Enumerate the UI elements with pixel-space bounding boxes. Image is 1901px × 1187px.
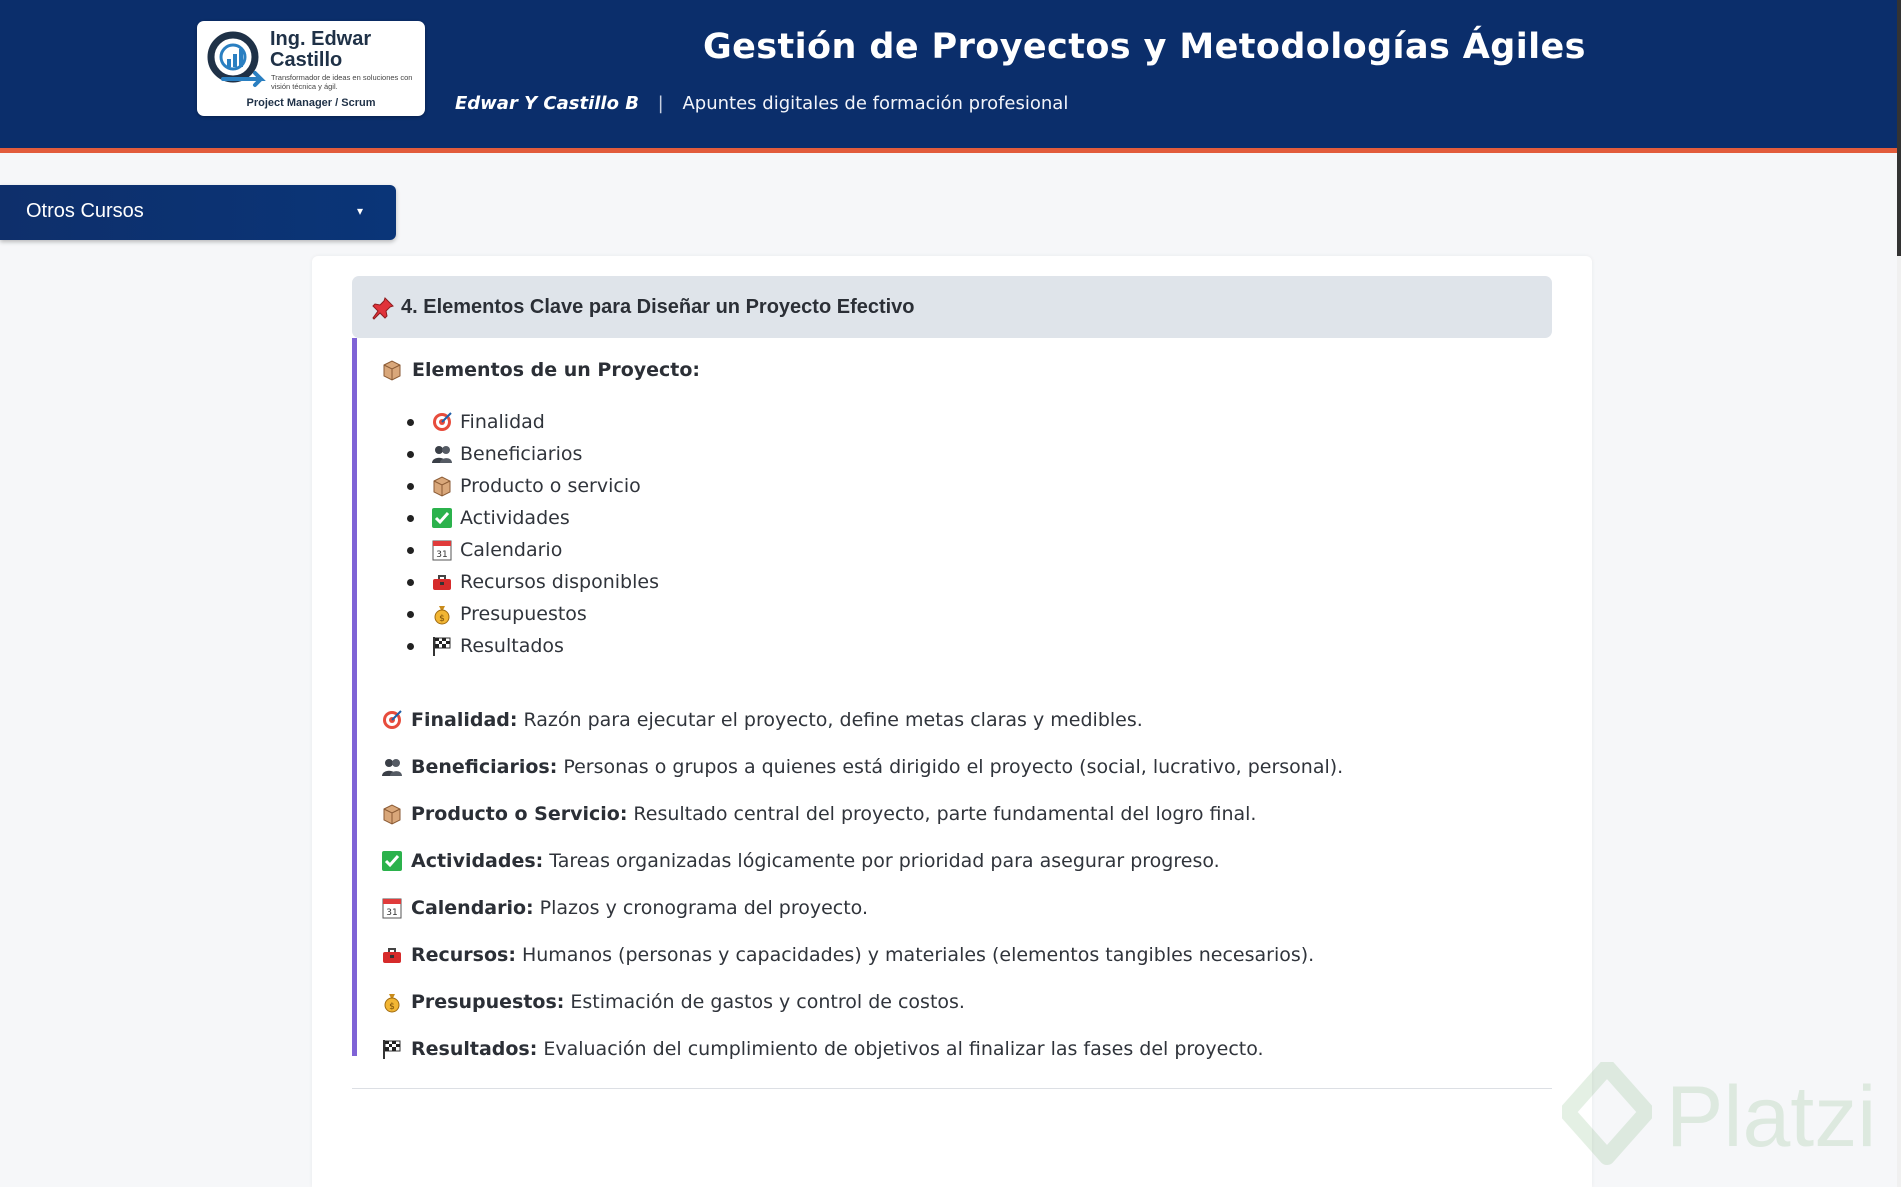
svg-text:$: $ xyxy=(389,1001,395,1012)
people-icon xyxy=(431,443,453,465)
list-item xyxy=(407,630,659,662)
toolbox-icon xyxy=(381,944,403,966)
list-item xyxy=(407,470,659,502)
definition-text: Resultado central del proyecto, parte fundamental del logro final. xyxy=(633,802,1257,825)
definition-term: Actividades: xyxy=(411,849,544,872)
package-icon xyxy=(381,803,403,825)
otros-cursos-dropdown[interactable] xyxy=(0,185,396,240)
definition-row xyxy=(381,1025,1343,1072)
header-tagline: Apuntes digitales de formación profesional xyxy=(682,93,1069,114)
bullet xyxy=(407,419,414,426)
checkered-flag-icon xyxy=(431,635,453,657)
logo-mark-icon xyxy=(203,27,267,91)
svg-text:$: $ xyxy=(439,614,445,624)
people-icon xyxy=(381,756,403,778)
definition-term: Presupuestos: xyxy=(411,990,565,1013)
element-label: Recursos disponibles xyxy=(460,571,659,593)
svg-text:31: 31 xyxy=(436,550,448,560)
element-label: Actividades xyxy=(460,507,570,529)
definition-text: Plazos y cronograma del proyecto. xyxy=(539,896,868,919)
calendar-icon xyxy=(381,897,403,919)
package-icon xyxy=(381,359,403,381)
toolbox-icon xyxy=(431,571,453,593)
list-item xyxy=(407,406,659,438)
page-title: Gestión de Proyectos y Metodologías Ágiles xyxy=(703,27,1586,67)
definition-text: Personas o grupos a quienes está dirigido el proyecto (social, lucrativo, personal). xyxy=(563,755,1344,778)
svg-text:31: 31 xyxy=(386,907,398,918)
bullet xyxy=(407,643,414,650)
definition-row xyxy=(381,743,1343,790)
definition-term: Calendario: xyxy=(411,896,534,919)
author-name: Edwar Y Castillo B xyxy=(455,93,639,114)
definition-row xyxy=(381,790,1343,837)
check-icon xyxy=(381,850,403,872)
list-item xyxy=(407,566,659,598)
definition-term: Recursos: xyxy=(411,943,516,966)
list-item xyxy=(407,598,659,630)
definition-text: Razón para ejecutar el proyecto, define metas claras y medibles. xyxy=(523,708,1143,731)
header-subtitle xyxy=(455,93,1068,114)
calendar-icon xyxy=(431,539,453,561)
pushpin-icon xyxy=(371,296,395,320)
bullet xyxy=(407,547,414,554)
definition-term: Finalidad: xyxy=(411,708,518,731)
chevron-down-icon: ▾ xyxy=(356,204,363,218)
element-label: Presupuestos xyxy=(460,603,587,625)
section-body xyxy=(352,338,1552,1060)
watermark-text: Platzi xyxy=(1666,1068,1877,1165)
definition-row xyxy=(381,931,1343,978)
definition-text: Humanos (personas y capacidades) y materiales (elementos tangibles necesarios). xyxy=(521,943,1315,966)
element-label: Finalidad xyxy=(460,411,545,433)
site-header xyxy=(0,0,1897,153)
content-card xyxy=(312,256,1592,1187)
definition-row xyxy=(381,837,1343,884)
element-label: Resultados xyxy=(460,635,564,657)
bullet xyxy=(407,451,414,458)
money-bag-icon xyxy=(381,991,403,1013)
definition-row xyxy=(381,696,1343,743)
logo[interactable] xyxy=(197,21,425,116)
logo-tagline: Transformador de ideas en soluciones con visión técnica y ágil. xyxy=(271,73,413,91)
logo-name: Ing. Edwar Castillo xyxy=(270,28,372,71)
scrollbar-thumb[interactable] xyxy=(1897,0,1901,256)
elements-subheading xyxy=(381,359,700,381)
section-header[interactable] xyxy=(352,276,1552,338)
platzi-watermark xyxy=(1562,1062,1876,1172)
definition-row xyxy=(381,884,1343,931)
subheading-text: Elementos de un Proyecto: xyxy=(412,359,701,381)
definition-term: Producto o Servicio: xyxy=(411,802,628,825)
bullet xyxy=(407,515,414,522)
list-item xyxy=(407,502,659,534)
definition-text: Evaluación del cumplimiento de objetivos al finalizar las fases del proyecto. xyxy=(543,1037,1264,1060)
definitions-list xyxy=(381,696,1343,1072)
dropdown-label: Otros Cursos xyxy=(26,200,144,222)
bullet xyxy=(407,611,414,618)
target-icon xyxy=(431,411,453,433)
element-label: Calendario xyxy=(460,539,563,561)
element-label: Producto o servicio xyxy=(460,475,641,497)
header-separator: | xyxy=(657,93,664,114)
money-bag-icon xyxy=(431,603,453,625)
checkered-flag-icon xyxy=(381,1038,403,1060)
bullet xyxy=(407,483,414,490)
definition-text: Estimación de gastos y control de costos. xyxy=(570,990,965,1013)
definition-term: Resultados: xyxy=(411,1037,538,1060)
target-icon xyxy=(381,709,403,731)
element-label: Beneficiarios xyxy=(460,443,583,465)
package-icon xyxy=(431,475,453,497)
definition-text: Tareas organizadas lógicamente por prioridad para asegurar progreso. xyxy=(549,849,1220,872)
elements-list xyxy=(407,406,659,662)
definition-term: Beneficiarios: xyxy=(411,755,558,778)
section-title: 4. Elementos Clave para Diseñar un Proyecto Efectivo xyxy=(401,296,915,318)
list-item xyxy=(407,534,659,566)
check-icon xyxy=(431,507,453,529)
list-item xyxy=(407,438,659,470)
divider xyxy=(352,1088,1552,1089)
logo-role: Project Manager / Scrum xyxy=(246,97,376,109)
definition-row xyxy=(381,978,1343,1025)
bullet xyxy=(407,579,414,586)
